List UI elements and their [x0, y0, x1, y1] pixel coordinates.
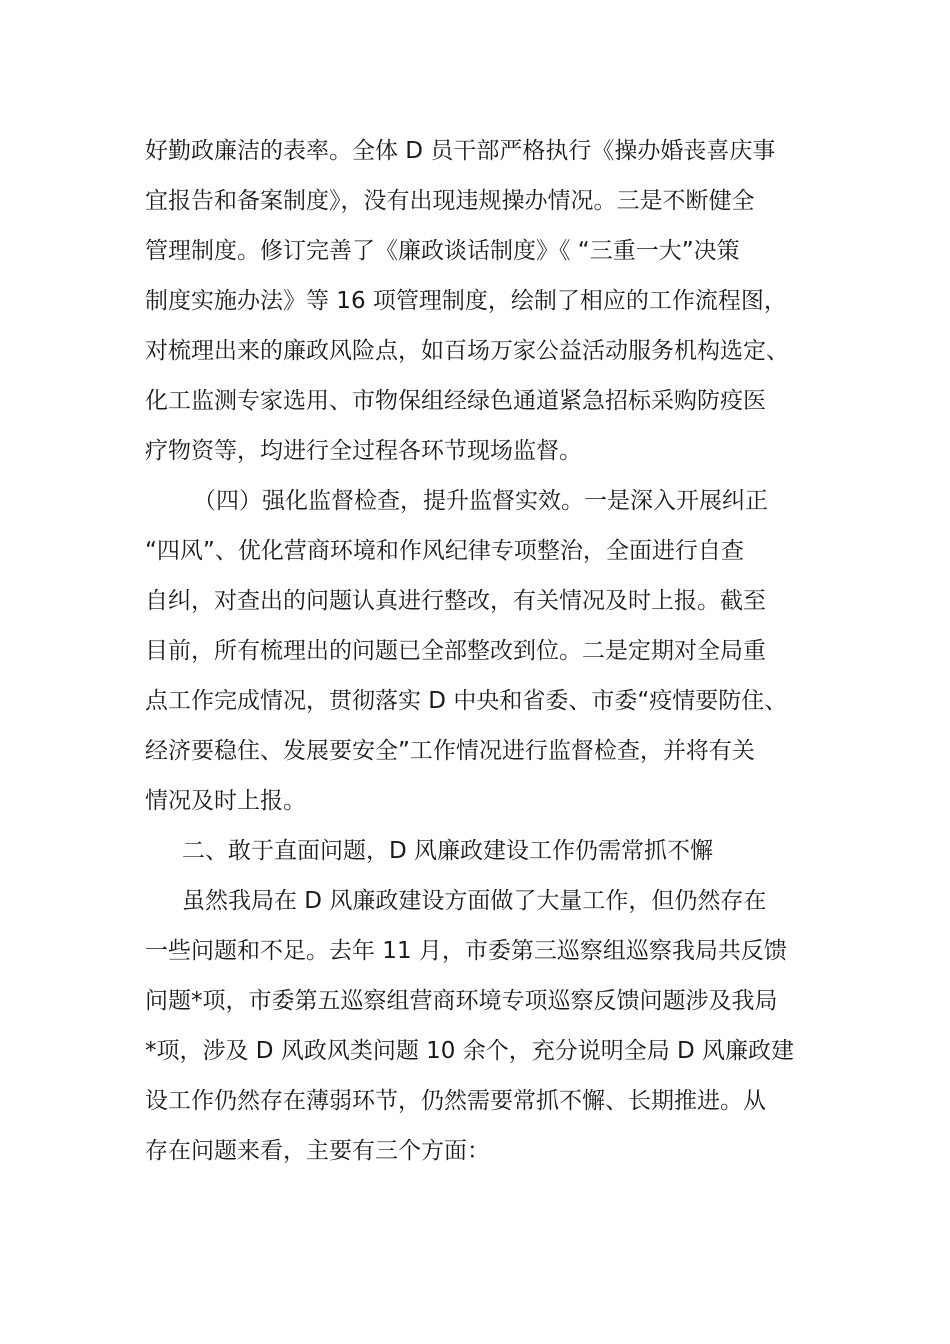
text-line: 存在问题来看，主要有三个方面：	[145, 1138, 490, 1164]
text-line: 一些问题和不足。去年 11 月，市委第三巡察组巡察我局共反馈	[145, 938, 787, 964]
paragraph-start-line: （四）强化监督检查，提升监督实效。一是深入开展纠正	[193, 488, 768, 514]
text-line: 疗物资等，均进行全过程各环节现场监督。	[145, 438, 582, 464]
paragraph-start-line: 虽然我局在 D 风廉政建设方面做了大量工作，但仍然存在	[182, 888, 767, 914]
text-line: 点工作完成情况，贯彻落实 D 中央和省委、市委“疫情要防住、	[145, 688, 788, 714]
text-line: 化工监测专家选用、市物保组经绿色通道紧急招标采购防疫医	[145, 388, 766, 414]
text-line: “四风”、优化营商环境和作风纪律专项整治，全面进行自查	[145, 538, 744, 564]
text-line: 问题*项，市委第五巡察组营商环境专项巡察反馈问题涉及我局	[145, 988, 778, 1014]
text-line: 目前，所有梳理出的问题已全部整改到位。二是定期对全局重	[145, 638, 766, 664]
text-line: 自纠，对查出的问题认真进行整改，有关情况及时上报。截至	[145, 588, 766, 614]
text-line: 宜报告和备案制度》，没有出现违规操办情况。三是不断健全	[145, 188, 755, 214]
text-line: 对梳理出来的廉政风险点，如百场万家公益活动服务机构选定、	[145, 338, 789, 364]
text-line: 管理制度。修订完善了《廉政谈话制度》《 “三重一大”决策	[145, 238, 740, 264]
text-line: 制度实施办法》等 16 项管理制度，绘制了相应的工作流程图，	[145, 288, 787, 314]
text-line: 情况及时上报。	[145, 788, 306, 814]
text-line: 好勤政廉洁的表率。全体 D 员干部严格执行《操办婚丧喜庆事	[145, 138, 776, 164]
text-line: 经济要稳住、发展要安全”工作情况进行监督检查，并将有关	[145, 738, 755, 764]
text-line: 设工作仍然存在薄弱环节，仍然需要常抓不懈、长期推进。从	[145, 1088, 766, 1114]
section-heading: 二、敢于直面问题，D 风廉政建设工作仍需常抓不懈	[182, 838, 714, 864]
body-text	[145, 126, 825, 1176]
text-line: *项，涉及 D 风政风类问题 10 余个，充分说明全局 D 风廉政建	[145, 1038, 795, 1064]
